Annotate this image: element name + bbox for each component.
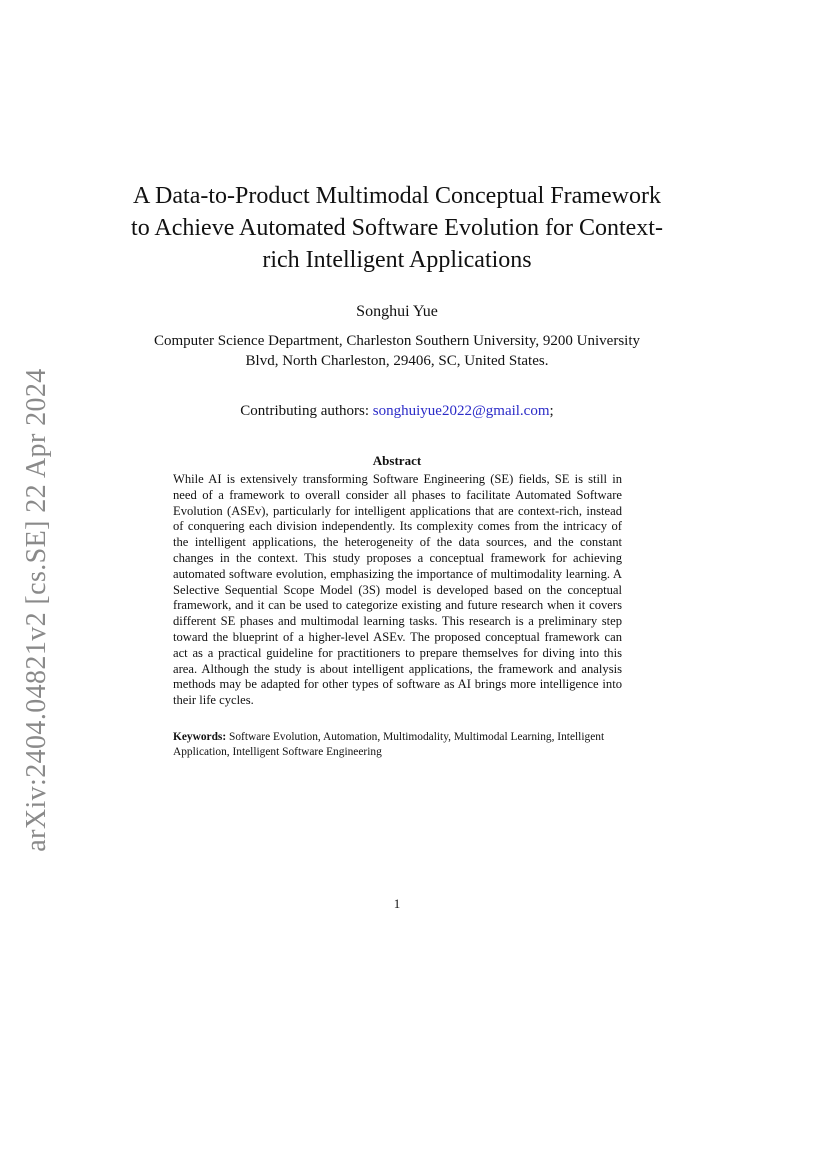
- contributing-authors-label: Contributing authors:: [240, 403, 373, 419]
- keywords: [173, 730, 622, 759]
- abstract-heading: Abstract: [372, 453, 422, 468]
- contributing-authors: [130, 401, 664, 421]
- author-email-link[interactable]: songhuiyue2022@gmail.com: [372, 403, 550, 419]
- page-number: 1: [393, 896, 401, 911]
- author-name: Songhui Yue: [356, 303, 438, 320]
- keywords-label: Keywords:: [173, 731, 227, 743]
- paper-title: A Data-to-Product Multimodal Conceptual Framework to Achieve Automated Software Evolution for Context-rich Intelligent Applications: [131, 183, 663, 273]
- keywords-text: Software Evolution, Automation, Multimodality, Multimodal Learning, Intelligent Application, Intelligent Software Engineering: [173, 731, 605, 758]
- arxiv-identifier-stamp: arXiv:2404.04821v2 [cs.SE] 22 Apr 2024: [21, 368, 52, 852]
- contributing-authors-suffix: ;: [549, 403, 554, 419]
- author-affiliation: Computer Science Department, Charleston Southern University, 9200 University Blvd, North Charleston, 29406, SC, United States.: [153, 333, 640, 369]
- abstract-text: While AI is extensively transforming Software Engineering (SE) fields, SE is still in need of a framework to overall consider all phases to facilitate Automated Software Evolution (ASEv), particularly for intelligent applications that are context-rich, instead of conquering each division independently. Its complexity comes from the intricacy of the intelligent applications, the heterogeneity of the data sources, and the constant changes in the context. This study proposes a conceptual framework for achieving automated software evolution, emphasizing the importance of multimodality learning. A Selective Sequential Scope Model (3S) model is developed based on the conceptual framework, and it can be used to categorize existing and future research when it covers different SE phases and multimodal learning tasks. This research is a preliminary step toward the blueprint of a higher-level ASEv. The proposed conceptual framework can act as a practical guideline for practitioners to prepare themselves for diving into this area. Although the study is about intelligent applications, the framework and analysis methods may be adapted for other types of software as AI brings more intelligence into their life cycles.: [173, 472, 622, 708]
